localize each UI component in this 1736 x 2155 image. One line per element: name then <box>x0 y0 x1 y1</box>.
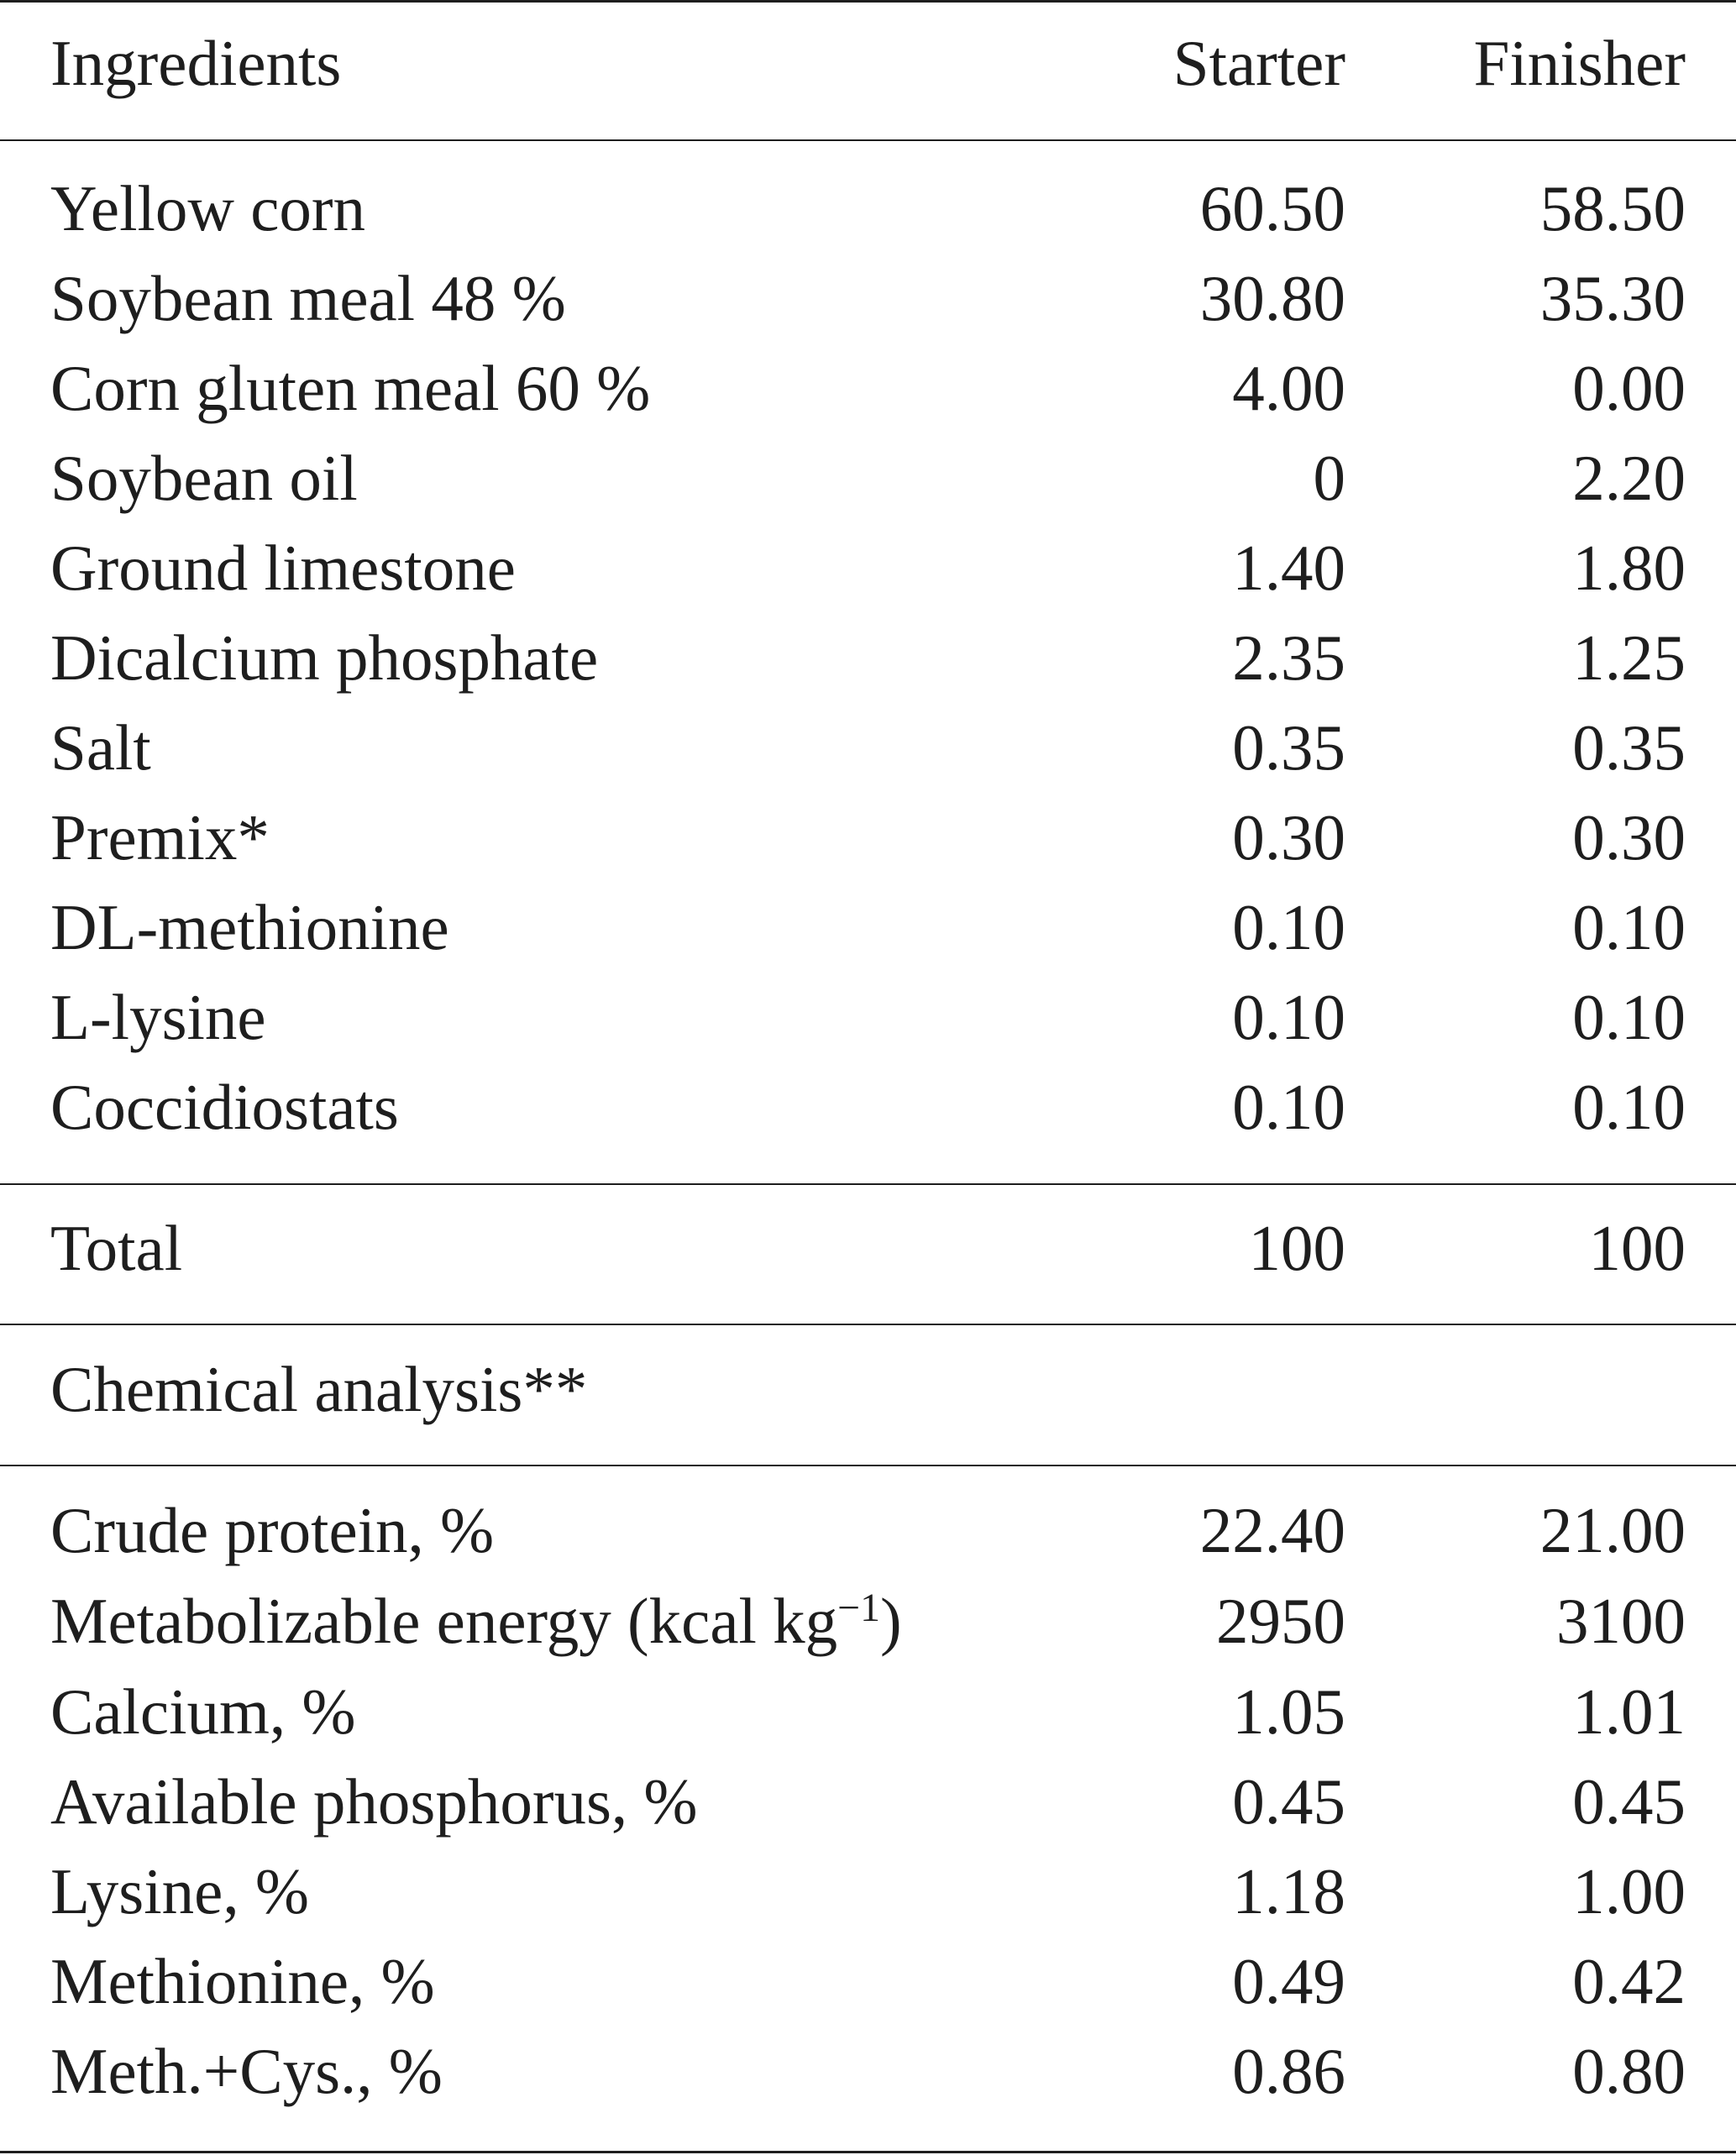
starter-value: 1.18 <box>1232 1855 1345 1927</box>
unit-exponent: −1 <box>837 1585 880 1630</box>
finisher-value: 0.00 <box>1572 352 1686 424</box>
analysis-name: Lysine, % <box>50 1855 309 1927</box>
finisher-value: 0.10 <box>1572 1071 1686 1143</box>
header-rule <box>0 139 1736 141</box>
finisher-value: 0.35 <box>1572 711 1686 784</box>
starter-value: 0.86 <box>1232 2035 1345 2107</box>
starter-value: 30.80 <box>1199 262 1345 334</box>
starter-value: 0 <box>1313 442 1345 514</box>
total-starter: 100 <box>1248 1212 1345 1284</box>
ingredient-name: Corn gluten meal 60 % <box>50 352 651 424</box>
finisher-value: 1.25 <box>1572 621 1686 694</box>
top-rule <box>0 0 1736 3</box>
chemical-analysis-heading: Chemical analysis** <box>50 1353 588 1425</box>
ingredient-name: Salt <box>50 711 151 784</box>
ingredient-name: Coccidiostats <box>50 1071 399 1143</box>
table-row <box>0 1943 1736 2019</box>
starter-value: 0.35 <box>1232 711 1345 784</box>
table-row <box>0 1492 1736 1568</box>
table-row <box>0 530 1736 606</box>
analysis-name: Methionine, % <box>50 1945 435 2017</box>
starter-value: 0.10 <box>1232 1071 1345 1143</box>
starter-value: 0.30 <box>1232 801 1345 873</box>
total-row <box>0 1210 1736 1286</box>
starter-value: 60.50 <box>1199 172 1345 244</box>
table-row <box>0 889 1736 965</box>
chemical-header-rule <box>0 1465 1736 1466</box>
finisher-value: 0.45 <box>1572 1765 1686 1838</box>
header-row <box>0 25 1736 101</box>
finisher-value: 0.42 <box>1572 1945 1686 2017</box>
analysis-name: Metabolizable energy (kcal kg <box>50 1585 838 1657</box>
finisher-value: 0.80 <box>1572 2035 1686 2107</box>
analysis-name-close: ) <box>879 1585 902 1657</box>
header-ingredients: Ingredients <box>50 27 342 99</box>
chemical-header-row <box>0 1351 1736 1427</box>
table-row <box>0 260 1736 336</box>
table-row <box>0 1674 1736 1749</box>
table-row <box>0 1854 1736 1929</box>
finisher-value: 1.00 <box>1572 1855 1686 1927</box>
ingredient-name: Ground limestone <box>50 532 516 604</box>
total-finisher: 100 <box>1588 1212 1686 1284</box>
ingredient-name: Dicalcium phosphate <box>50 621 599 694</box>
starter-value: 22.40 <box>1199 1494 1345 1566</box>
finisher-value: 0.10 <box>1572 891 1686 963</box>
table-row <box>0 1069 1736 1145</box>
analysis-name: Crude protein, % <box>50 1494 495 1566</box>
finisher-value: 0.10 <box>1572 981 1686 1053</box>
ingredient-name: Soybean meal 48 % <box>50 262 566 334</box>
ingredient-name: Soybean oil <box>50 442 358 514</box>
table-row <box>0 620 1736 695</box>
table-row <box>0 170 1736 246</box>
total-rule <box>0 1183 1736 1185</box>
table-row <box>0 800 1736 875</box>
starter-value: 0.49 <box>1232 1945 1345 2017</box>
starter-value: 2950 <box>1216 1585 1345 1657</box>
finisher-value: 21.00 <box>1539 1494 1686 1566</box>
finisher-value: 1.01 <box>1572 1675 1686 1748</box>
starter-value: 1.05 <box>1232 1675 1345 1748</box>
starter-value: 0.10 <box>1232 981 1345 1053</box>
ingredient-name: L-lysine <box>50 981 266 1053</box>
chemical-rule <box>0 1324 1736 1325</box>
finisher-value: 1.80 <box>1572 532 1686 604</box>
finisher-value: 0.30 <box>1572 801 1686 873</box>
table-row <box>0 350 1736 426</box>
table-row <box>0 1764 1736 1839</box>
finisher-value: 58.50 <box>1539 172 1686 244</box>
total-label: Total <box>50 1212 183 1284</box>
finisher-value: 2.20 <box>1572 442 1686 514</box>
header-finisher: Finisher <box>1473 27 1686 99</box>
table-row <box>0 979 1736 1055</box>
starter-value: 1.40 <box>1232 532 1345 604</box>
table-row <box>0 2033 1736 2109</box>
starter-value: 0.45 <box>1232 1765 1345 1838</box>
starter-value: 4.00 <box>1232 352 1345 424</box>
table-row <box>0 440 1736 516</box>
analysis-name: Meth.+Cys., % <box>50 2035 443 2107</box>
starter-value: 2.35 <box>1232 621 1345 694</box>
starter-value: 0.10 <box>1232 891 1345 963</box>
analysis-name-energy <box>50 1583 902 1659</box>
table-row <box>0 710 1736 785</box>
bottom-rule <box>0 2151 1736 2153</box>
finisher-value: 3100 <box>1556 1585 1686 1657</box>
analysis-name: Calcium, % <box>50 1675 356 1748</box>
analysis-name: Available phosphorus, % <box>50 1765 698 1838</box>
table-row <box>0 1583 1736 1659</box>
ingredient-name: DL-methionine <box>50 891 449 963</box>
ingredient-name: Yellow corn <box>50 172 366 244</box>
finisher-value: 35.30 <box>1539 262 1686 334</box>
ingredient-name: Premix* <box>50 801 270 873</box>
header-starter: Starter <box>1172 27 1345 99</box>
